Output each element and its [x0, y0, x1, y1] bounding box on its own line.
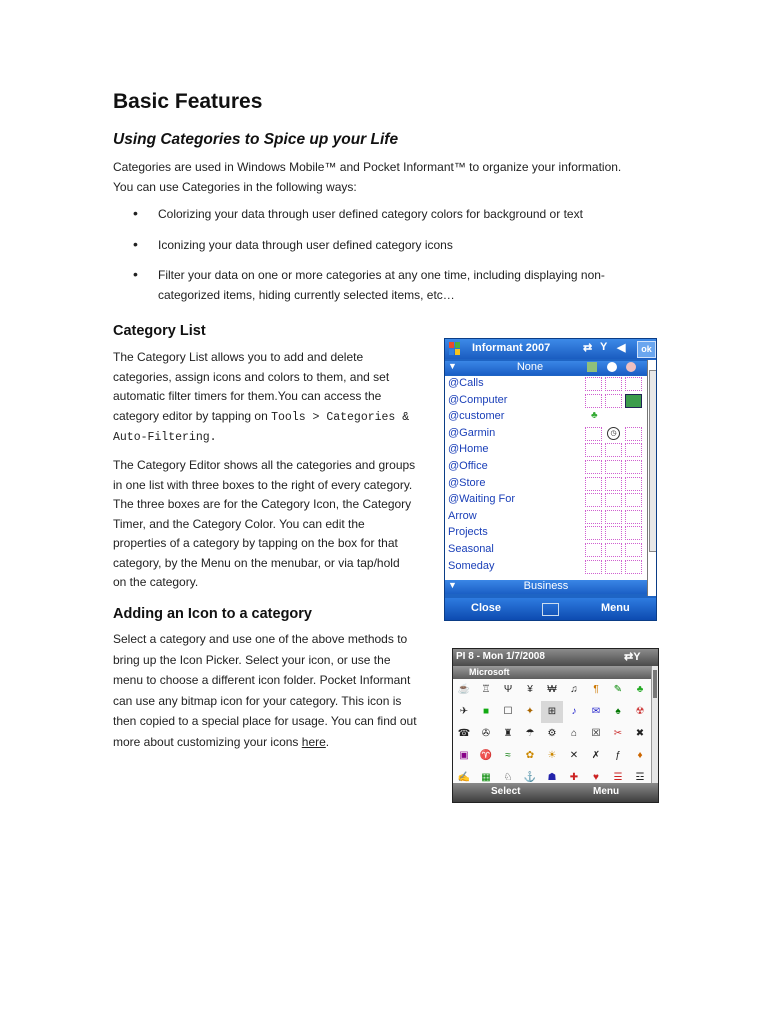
- icon-cell[interactable]: ☒: [591, 728, 601, 739]
- close-softkey[interactable]: Close: [471, 602, 501, 614]
- icon-cell[interactable]: ♣: [636, 684, 644, 695]
- customer-category-icon: ♣: [591, 410, 598, 422]
- menu-softkey[interactable]: Menu: [601, 602, 630, 614]
- icon-cell[interactable]: ✿: [525, 750, 535, 761]
- icon-box[interactable]: [585, 477, 602, 491]
- icon-cell[interactable]: ☲: [635, 772, 645, 783]
- category-list: [445, 376, 647, 581]
- icon-cell[interactable]: ■: [482, 706, 490, 717]
- category-row[interactable]: @Computer: [445, 393, 647, 410]
- icon-cell[interactable]: ☗: [547, 772, 557, 783]
- color-column-icon: [626, 362, 636, 372]
- section-subtitle: Using Categories to Spice up your Life: [113, 131, 399, 148]
- timer-column-icon: [607, 362, 617, 372]
- icon-cell[interactable]: ▦: [481, 772, 491, 783]
- icon-cell[interactable]: ✦: [525, 706, 535, 717]
- scrollbar-thumb[interactable]: [649, 370, 657, 552]
- icon-cell[interactable]: ☀: [547, 750, 557, 761]
- icon-box[interactable]: [585, 377, 602, 391]
- icon-box[interactable]: [585, 460, 602, 474]
- icon-folder-header[interactable]: Microsoft: [453, 666, 651, 679]
- icon-cell[interactable]: ✎: [613, 684, 623, 695]
- timer-box[interactable]: [605, 477, 622, 491]
- collapse-triangle-icon: ▼: [448, 361, 457, 371]
- icon-cell[interactable]: ✕: [569, 750, 579, 761]
- phone-title-bar: [445, 339, 656, 359]
- icon-cell[interactable]: ☎: [457, 728, 471, 739]
- icon-box[interactable]: [585, 493, 602, 507]
- icon-cell[interactable]: ≈: [505, 750, 511, 761]
- bullet-icon: •: [133, 205, 138, 221]
- color-box[interactable]: [625, 510, 642, 524]
- category-editor-paragraph: The Category Editor shows all the categories and groups in one list with three boxes to the right of every category. The three boxes are for the Category Icon, the Category Timer, and the Category Color. You can edit the properties of a category by tapping on the box for that category, by the Menu on the menubar, or via tap/hold on the category.: [113, 458, 416, 589]
- signal-icon: Y: [600, 341, 608, 353]
- icon-cell[interactable]: ♥: [593, 772, 599, 783]
- phone-menu-bar: [453, 783, 658, 802]
- icon-cell[interactable]: ♫: [570, 684, 578, 695]
- icon-cell[interactable]: ₩: [547, 684, 557, 695]
- menu-softkey[interactable]: Menu: [593, 786, 620, 797]
- icon-cell[interactable]: ⚙: [547, 728, 557, 739]
- icon-cell[interactable]: ¥: [527, 684, 533, 695]
- icon-cell[interactable]: ♈: [479, 750, 493, 761]
- icon-box[interactable]: [585, 560, 602, 574]
- picker-title: PI 8 - Mon 1/7/2008: [456, 651, 545, 662]
- group-header-business[interactable]: ▼ Business: [445, 580, 647, 594]
- adding-icon-paragraph: Select a category and use one of the above methods to bring up the Icon Picker. Select your icon, or use the menu to choose a different icon folder. Pocket Informant can use any bitmap icon for your category. This icon is then copied to a special place for usage. You can find out more about customizing your icons here.: [113, 632, 417, 749]
- icon-cell[interactable]: ✖: [635, 728, 645, 739]
- app-title: Informant 2007: [472, 342, 551, 354]
- icon-cell[interactable]: ¶: [593, 684, 599, 695]
- category-row[interactable]: Seasonal: [445, 542, 647, 559]
- timer-box[interactable]: [605, 460, 622, 474]
- timer-box[interactable]: [605, 543, 622, 557]
- bullet-item: • Filter your data on one or more categories at any one time, including displaying non- categorized items, hiding currently selected items, etc…: [133, 266, 605, 302]
- page-title: Basic Features: [113, 90, 263, 113]
- timer-box[interactable]: [605, 493, 622, 507]
- category-row[interactable]: @Home: [445, 442, 647, 459]
- icon-cell[interactable]: ▣: [459, 750, 469, 761]
- category-row[interactable]: Arrow: [445, 509, 647, 526]
- icon-box[interactable]: [585, 443, 602, 457]
- icon-cell-selected[interactable]: ⊞: [541, 701, 563, 723]
- category-row[interactable]: Projects: [445, 525, 647, 542]
- category-list-heading: Category List: [113, 323, 206, 339]
- icon-picker-screenshot: [452, 648, 659, 803]
- category-editor-screenshot: [444, 338, 657, 621]
- icon-cell[interactable]: ☂: [525, 728, 535, 739]
- category-row[interactable]: Someday: [445, 559, 647, 576]
- icon-column-icon: [587, 362, 597, 372]
- timer-box[interactable]: [605, 394, 622, 408]
- menu-path-code: Auto-Filtering.: [113, 431, 217, 444]
- icon-cell[interactable]: ƒ: [615, 750, 621, 761]
- intro-line: You can use Categories in the following ways:: [113, 179, 357, 194]
- category-row[interactable]: @Calls: [445, 376, 647, 393]
- list-scrollbar[interactable]: [647, 360, 657, 596]
- icon-cell[interactable]: ✉: [591, 706, 601, 717]
- icon-cell[interactable]: ✍: [457, 772, 471, 783]
- bullet-item: • Colorizing your data through user defined category colors for background or text: [113, 205, 653, 225]
- icon-box[interactable]: [585, 510, 602, 524]
- icon-box[interactable]: [585, 427, 602, 441]
- menu-path-code: Tools > Categories &: [271, 410, 410, 424]
- ok-button[interactable]: ok: [637, 341, 656, 358]
- status-icons: ⇄Y: [624, 651, 641, 663]
- icon-cell[interactable]: ☰: [613, 772, 623, 783]
- intro-line: Categories are used in Windows Mobile™ and Pocket Informant™ to organize your information.: [113, 160, 622, 174]
- timer-box[interactable]: [605, 560, 622, 574]
- bullet-icon: •: [133, 266, 138, 282]
- customize-icons-link[interactable]: here: [301, 734, 326, 749]
- icon-box[interactable]: [585, 543, 602, 557]
- phone-menu-bar: [445, 598, 656, 620]
- timer-box[interactable]: [605, 377, 622, 391]
- color-box[interactable]: [625, 526, 642, 540]
- timer-box[interactable]: [605, 443, 622, 457]
- group-header-none[interactable]: ▼ None: [445, 361, 647, 375]
- category-row[interactable]: @Garmin ◷: [445, 426, 647, 443]
- icon-cell[interactable]: ✂: [613, 728, 623, 739]
- connectivity-icon: ⇄: [583, 342, 593, 354]
- icon-cell[interactable]: ✇: [481, 728, 491, 739]
- scrollbar-thumb[interactable]: [653, 670, 657, 698]
- phone-title-bar: [453, 649, 658, 666]
- icon-cell[interactable]: ♦: [637, 750, 643, 761]
- color-box[interactable]: [625, 460, 642, 474]
- volume-icon[interactable]: ◀: [617, 342, 626, 354]
- icon-grid: [453, 679, 651, 783]
- timer-box[interactable]: [605, 510, 622, 524]
- grid-scrollbar[interactable]: [651, 666, 659, 783]
- icon-cell[interactable]: ♠: [615, 706, 621, 717]
- clock-timer-icon[interactable]: ◷: [607, 427, 620, 440]
- color-box[interactable]: [625, 427, 642, 441]
- icon-cell[interactable]: ✈: [459, 706, 469, 717]
- icon-cell[interactable]: ⌂: [570, 728, 578, 739]
- category-row[interactable]: @customer ♣: [448, 410, 598, 423]
- icon-cell[interactable]: ☕: [457, 684, 471, 695]
- icon-box[interactable]: [585, 394, 602, 408]
- category-list-paragraph: The Category List allows you to add and delete categories, assign icons and colors to them, and set automatic filter timers for them.You can access the category editor by tapping on Tools > Categories & Auto-Filtering.: [113, 350, 410, 444]
- color-box[interactable]: [625, 394, 642, 408]
- icon-cell[interactable]: ✚: [569, 772, 579, 783]
- collapse-triangle-icon: ▼: [448, 580, 457, 590]
- icon-cell[interactable]: ⚓: [523, 772, 537, 783]
- icon-cell[interactable]: ✗: [591, 750, 601, 761]
- color-box[interactable]: [625, 443, 642, 457]
- bullet-icon: •: [133, 235, 138, 252]
- category-row[interactable]: @Store: [445, 476, 647, 493]
- color-box[interactable]: [625, 477, 642, 491]
- icon-cell[interactable]: ♘: [503, 772, 513, 783]
- color-box[interactable]: [625, 493, 642, 507]
- bullet-item: • Iconizing your data through user defined category icons: [113, 236, 653, 256]
- icon-cell[interactable]: ♜: [503, 728, 513, 739]
- color-box[interactable]: [625, 543, 642, 557]
- icon-cell[interactable]: ♪: [571, 706, 577, 717]
- windows-start-icon[interactable]: [448, 341, 462, 356]
- icon-cell[interactable]: ☐: [503, 706, 513, 717]
- color-box[interactable]: [625, 377, 642, 391]
- icon-cell[interactable]: ☢: [635, 706, 645, 717]
- select-softkey[interactable]: Select: [491, 786, 521, 797]
- adding-icon-heading: Adding an Icon to a category: [113, 606, 312, 622]
- feature-bullet-list: [113, 205, 653, 316]
- icon-box[interactable]: [585, 526, 602, 540]
- icon-cell[interactable]: Ψ: [503, 684, 513, 695]
- color-box[interactable]: [625, 560, 642, 574]
- keyboard-icon[interactable]: [542, 603, 559, 616]
- category-row[interactable]: @Waiting For: [445, 492, 647, 509]
- icon-cell[interactable]: ♖: [481, 684, 491, 695]
- intro-paragraph: [113, 158, 673, 197]
- timer-box[interactable]: [605, 526, 622, 540]
- category-row[interactable]: @Office: [445, 459, 647, 476]
